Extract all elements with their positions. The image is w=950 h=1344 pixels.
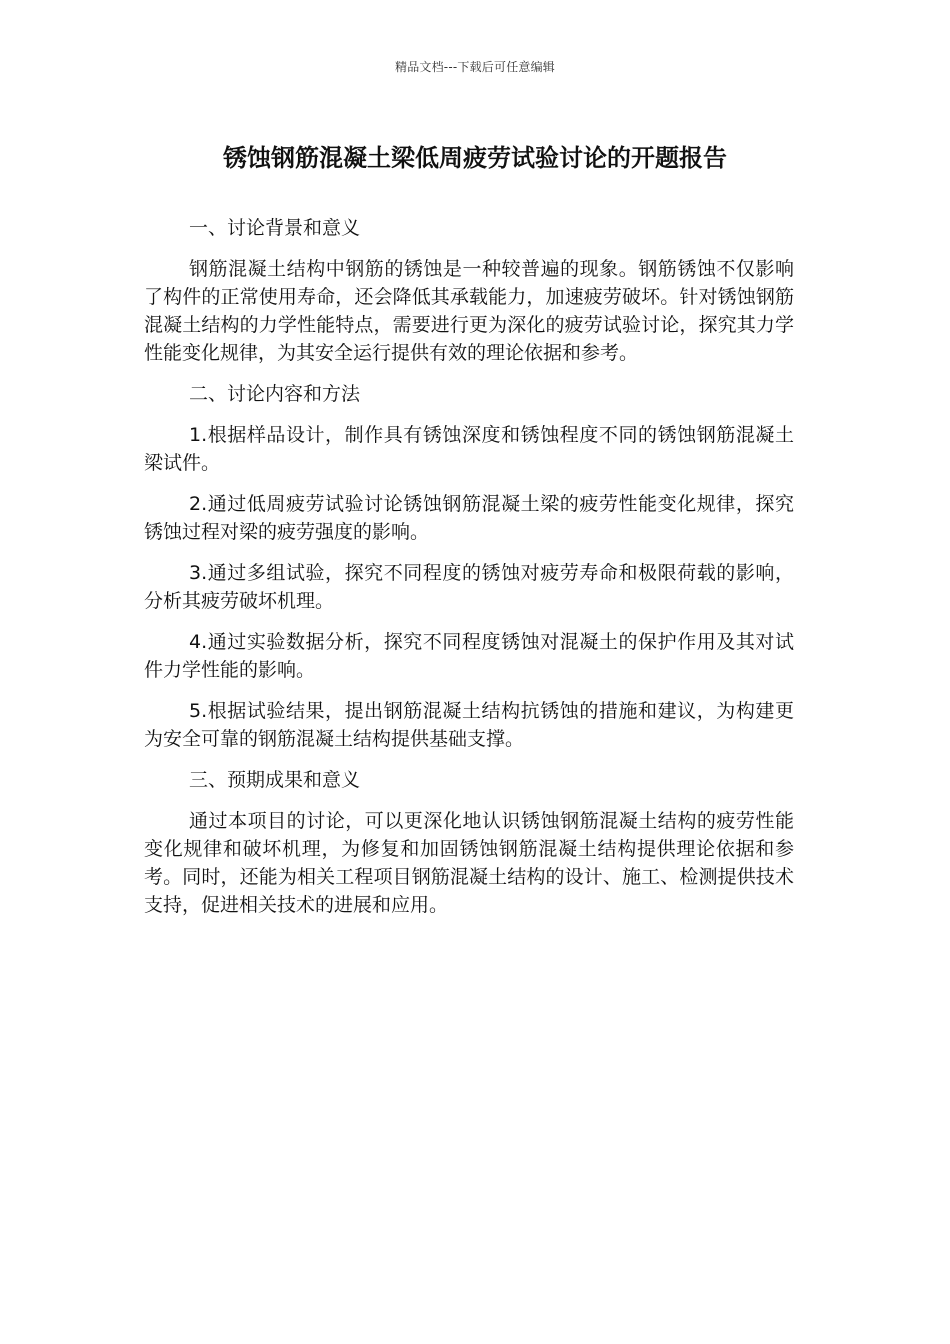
body-paragraph: 3.通过多组试验，探究不同程度的锈蚀对疲劳寿命和极限荷载的影响，分析其疲劳破坏机理。 [144, 562, 794, 612]
section-heading-background: 一、讨论背景和意义 [189, 217, 361, 239]
body-paragraph: 4.通过实验数据分析，探究不同程度锈蚀对混凝土的保护作用及其对试件力学性能的影响。 [144, 631, 794, 681]
header-note: 精品文档---下载后可任意编辑 [395, 60, 555, 74]
body-paragraph: 5.根据试验结果，提出钢筋混凝土结构抗锈蚀的措施和建议，为构建更为安全可靠的钢筋混凝土结构提供基础支撑。 [144, 700, 794, 750]
document-title: 锈蚀钢筋混凝土梁低周疲劳试验讨论的开题报告 [223, 144, 727, 172]
body-paragraph: 钢筋混凝土结构中钢筋的锈蚀是一种较普遍的现象。钢筋锈蚀不仅影响了构件的正常使用寿命，还会降低其承载能力，加速疲劳破坏。针对锈蚀钢筋混凝土结构的力学性能特点，需要进行更为深化的疲劳试验讨论，探究其力学性能变化规律，为其安全运行提供有效的理论依据和参考。 [144, 258, 794, 364]
body-paragraph: 2.通过低周疲劳试验讨论锈蚀钢筋混凝土梁的疲劳性能变化规律，探究锈蚀过程对梁的疲劳强度的影响。 [144, 493, 794, 543]
section-heading-expected-results: 三、预期成果和意义 [189, 769, 361, 791]
document-body [144, 214, 794, 932]
body-paragraph: 1.根据样品设计，制作具有锈蚀深度和锈蚀程度不同的锈蚀钢筋混凝土梁试件。 [144, 424, 794, 474]
body-paragraph: 通过本项目的讨论，可以更深化地认识锈蚀钢筋混凝土结构的疲劳性能变化规律和破坏机理，为修复和加固锈蚀钢筋混凝土结构提供理论依据和参考。同时，还能为相关工程项目钢筋混凝土结构的设计、施工、检测提供技术支持，促进相关技术的进展和应用。 [144, 810, 794, 916]
section-heading-content-methods: 二、讨论内容和方法 [189, 383, 361, 405]
